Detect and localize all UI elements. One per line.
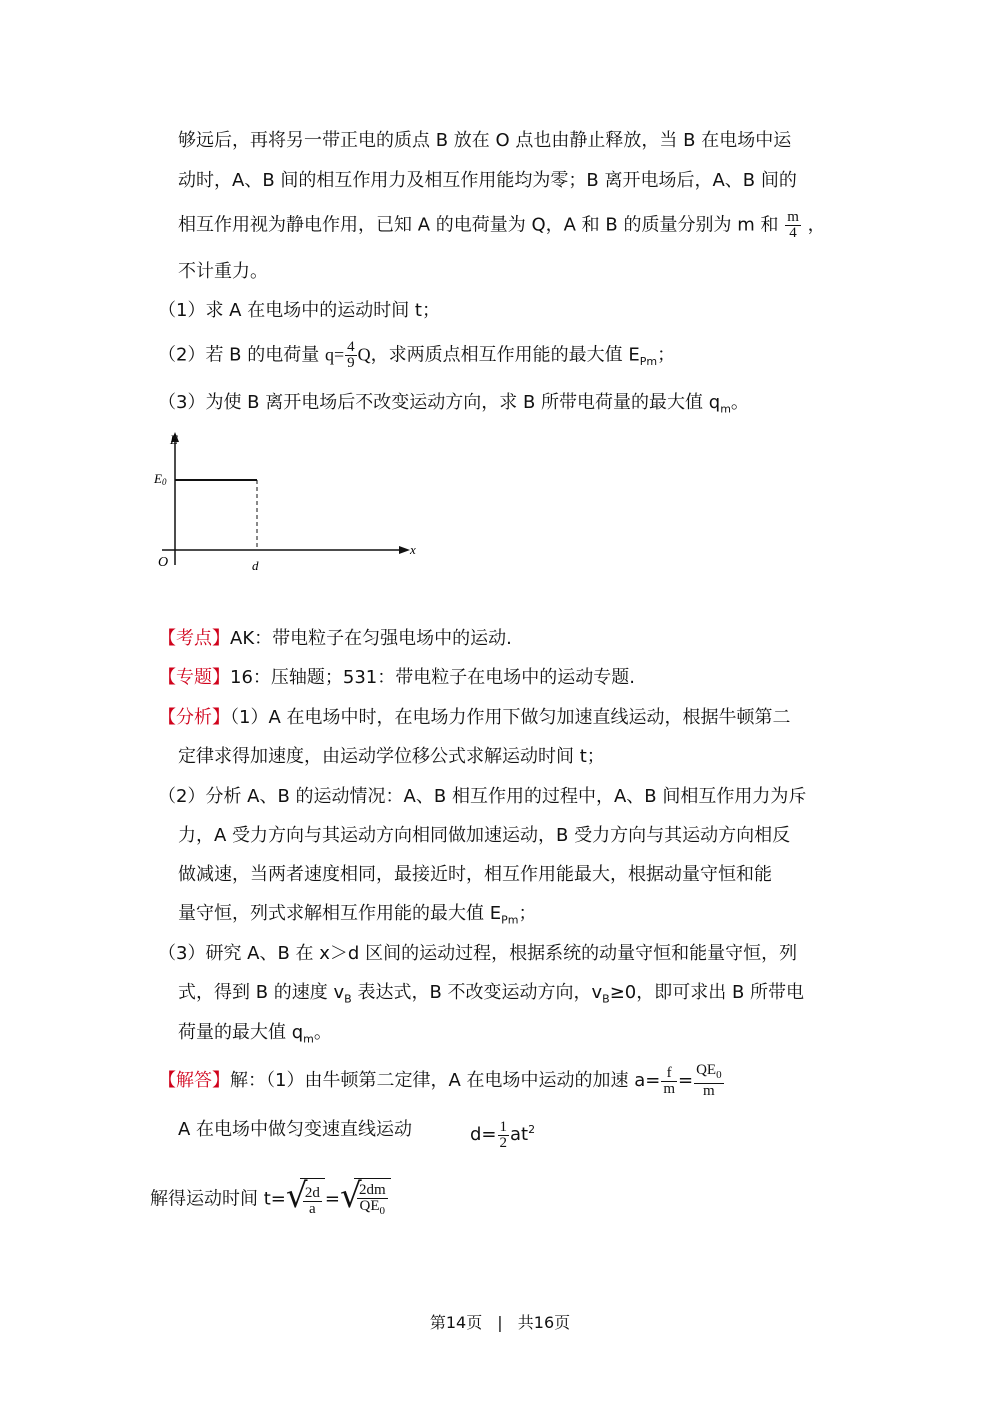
radical-icon: √ (285, 1176, 308, 1216)
sqrt-2d-over-a (286, 1178, 325, 1221)
fenxi-line-2c: 做减速，当两者速度相同，最接近时，相互作用能最大，根据动量守恒和能 (178, 864, 772, 885)
question-3-text: （3）为使 B 离开电场后不改变运动方向，求 B 所带电荷量的最大值 q (158, 392, 721, 413)
e0-label: E0 (154, 471, 167, 487)
qe-text: QE (696, 1062, 717, 1078)
qe-text: QE (359, 1198, 380, 1214)
fraction-4-over-9 (345, 340, 357, 371)
problem-line-3-text: 相互作用视为静电作用，已知 A 的电荷量为 Q，A 和 B 的质量分别为 m 和 (178, 214, 779, 236)
fraction-m-over-4 (785, 210, 801, 241)
zhuanti-tag: 【专题】 (158, 667, 230, 688)
question-3-end: 。 (730, 392, 749, 413)
page-total: 共16页 (517, 1313, 571, 1332)
fraction-numerator: m (787, 209, 799, 225)
fenxi-line-2d (178, 901, 536, 934)
subscript-pm: Pm (639, 355, 658, 369)
equals-sign: = (678, 1070, 694, 1091)
fraction-f-over-m (661, 1066, 677, 1097)
fraction-denominator: 9 (347, 355, 355, 371)
fraction-denominator: 4 (789, 225, 797, 241)
problem-line-3-end: ， (807, 214, 826, 236)
page-footer (0, 1310, 1000, 1333)
at-text: at (510, 1124, 529, 1145)
question-2-text: （2）若 B 的电荷量 (158, 344, 325, 366)
fraction-numerator: f (661, 1066, 677, 1082)
kaodian-text: AK：带电粒子在匀强电场中的运动. (230, 628, 512, 649)
fraction-qe0-over-m (694, 1063, 724, 1099)
fenxi-line-2a: （2）分析 A、B 的运动情况：A、B 相互作用的过程中，A、B 间相互作用力为斥 (158, 786, 807, 807)
subscript-b: B (602, 992, 610, 1006)
subscript-0: 0 (716, 1069, 722, 1081)
subscript-m: m (720, 402, 731, 416)
solution-line-1 (158, 1063, 725, 1099)
problem-line-2: 动时，A、B 间的相互作用力及相互作用能均为零；B 离开电场后，A、B 间的 (178, 170, 797, 191)
question-3 (158, 390, 749, 423)
fraction-numerator: 4 (347, 339, 355, 355)
radical-icon: √ (339, 1176, 362, 1216)
page-number: 第14页 (429, 1313, 483, 1332)
solution-line-2 (178, 1117, 412, 1143)
q-equals: q= (324, 344, 345, 365)
fenxi-2d-text: 量守恒，列式求解相互作用能的最大值 E (178, 903, 502, 924)
fraction-numerator: 2dm (358, 1182, 386, 1198)
question-2-text-2: ，求两质点相互作用能的最大值 E (370, 344, 640, 366)
subscript-m: m (303, 1032, 314, 1046)
fraction-numerator: 1 (499, 1118, 508, 1135)
fenxi-3b-end: ≥0，即可求出 B 所带电 (609, 982, 805, 1003)
fenxi-line-3a: （3）研究 A、B 在 x＞d 区间的运动过程，根据系统的动量守恒和能量守恒，列 (158, 943, 798, 964)
d-label: d (252, 558, 259, 573)
jieda-tag: 【解答】 (158, 1070, 230, 1091)
fenxi-line-3c (178, 1020, 332, 1053)
solution-3-text: 解得运动时间 t= (150, 1188, 286, 1210)
fenxi-2d-end: ； (518, 903, 537, 924)
x-axis-arrow (399, 546, 410, 554)
superscript-2: 2 (528, 1123, 536, 1136)
fraction-1-over-2 (498, 1120, 510, 1151)
x-axis-label: x (410, 542, 416, 557)
subscript-0: 0 (379, 1205, 386, 1217)
y-axis-label: E (170, 432, 178, 447)
solution-line-2-formula (470, 1117, 535, 1151)
field-graph (140, 430, 430, 580)
fenxi-3c-text: 荷量的最大值 q (178, 1022, 304, 1043)
question-1: （1）求 A 在电场中的运动时间 t； (158, 300, 440, 321)
solution-2-text: A 在电场中做匀变速直线运动 (178, 1119, 413, 1140)
charge-Q: Q (357, 344, 371, 365)
fenxi-3b-mid: 表达式，B 不改变运动方向，v (351, 982, 603, 1003)
problem-line-3 (178, 210, 826, 241)
equals-sign: = (324, 1188, 340, 1210)
sqrt-2dm-over-qe0 (340, 1178, 391, 1221)
fraction-numerator: 2d (304, 1184, 320, 1201)
origin-label: O (158, 555, 169, 570)
d-equals: d= (470, 1124, 497, 1145)
fenxi-line-1b: 定律求得加速度，由运动学位移公式求解运动时间 t； (178, 746, 605, 767)
fenxi-tag: 【分析】 (158, 707, 230, 728)
solution-1-text: 解：（1）由牛顿第二定律，A 在电场中运动的加速 a= (230, 1070, 661, 1091)
solution-line-3 (150, 1178, 391, 1221)
question-2-end: ； (657, 344, 676, 366)
subscript-pm: Pm (501, 913, 519, 927)
kaodian-tag: 【考点】 (158, 628, 230, 649)
fraction-denominator: 2 (499, 1134, 508, 1151)
fenxi-line-2b: 力，A 受力方向与其运动方向相同做加速运动，B 受力方向与其运动方向相反 (178, 825, 791, 846)
problem-line-1: 够远后，再将另一带正电的质点 B 放在 O 点也由静止释放，当 B 在电场中运 (178, 130, 792, 151)
fraction-denominator: a (309, 1200, 316, 1217)
fraction-denominator: m (703, 1083, 715, 1099)
fenxi-3b-text: 式，得到 B 的速度 v (178, 982, 345, 1003)
fenxi-line-3b (178, 980, 804, 1013)
subscript-b: B (344, 992, 352, 1006)
fenxi-line-1 (158, 705, 790, 731)
fraction-numerator (694, 1063, 724, 1084)
footer-separator: | (497, 1313, 503, 1332)
problem-line-4: 不计重力。 (178, 261, 268, 282)
fraction-denominator: m (663, 1080, 675, 1097)
zhuanti-text: 16：压轴题；531：带电粒子在电场中的运动专题. (230, 667, 635, 688)
kaodian-line (158, 626, 512, 652)
zhuanti-line (158, 665, 635, 691)
question-2 (158, 340, 675, 375)
fenxi-text-1a: （1）A 在电场中时，在电场力作用下做匀加速直线运动，根据牛顿第二 (230, 707, 791, 728)
fenxi-3c-end: 。 (313, 1022, 332, 1043)
